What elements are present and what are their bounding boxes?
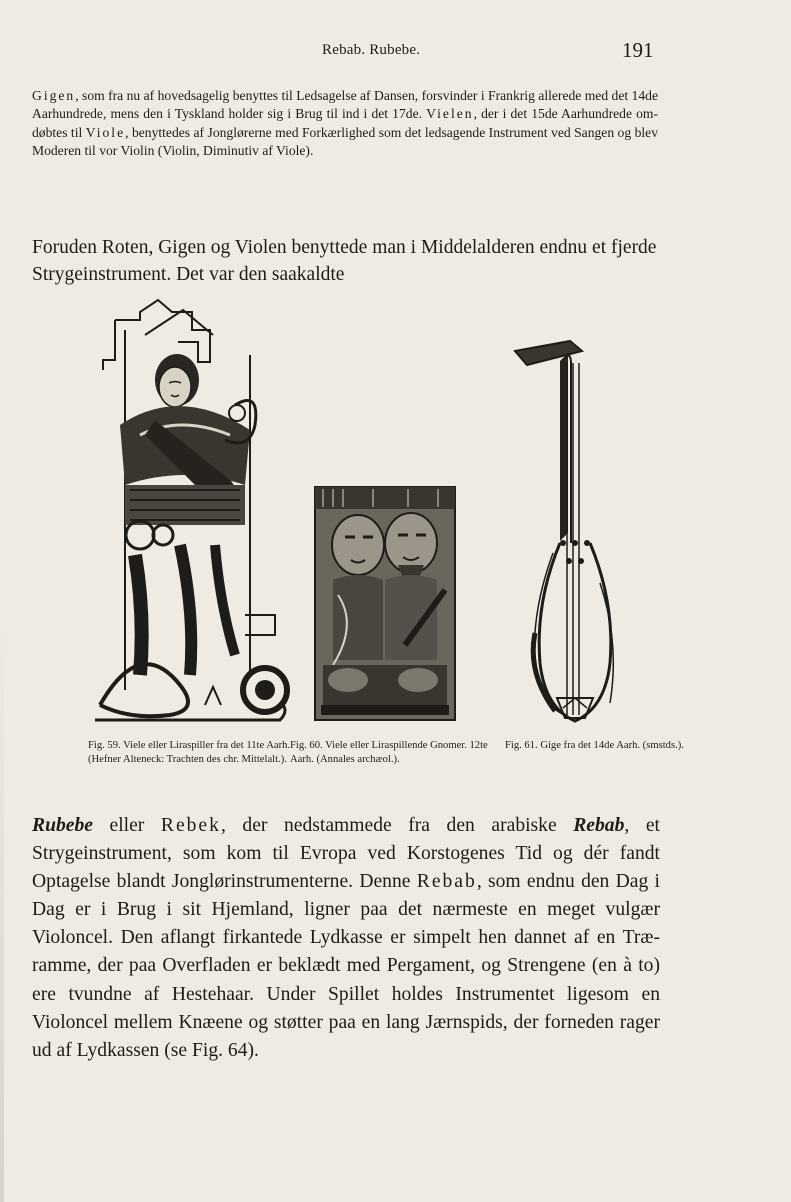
running-head: [0, 38, 791, 68]
page-edge-shadow: [0, 600, 4, 1202]
italic-word: Rebab: [573, 815, 625, 836]
spaced-word: Rebab: [416, 871, 477, 893]
text-run: , benyttedes af Jonglørerne med Forkærlighed som det ledsagende Instrument ved Sangen og blev Moderen til vor Violin (Violin, Diminutiv af Viole).: [32, 124, 658, 158]
fig59-caption: Fig. 59. Viele eller Liraspiller fra det 11te Aarh. (Hefner Alteneck: Trachten des chr. Mittelalt.).: [88, 740, 291, 765]
spaced-word: Viole: [85, 124, 126, 140]
lead-paragraph: Foruden Roten, Gigen og Violen benyttede man i Middelalderen endnu et fjerde Strygeinstrument. Det var den saakaldte: [32, 237, 657, 285]
body-paragraph: [32, 812, 660, 1065]
spaced-word: Vielen: [426, 106, 474, 122]
fig60-engraving: [313, 485, 457, 722]
spaced-word: Gigen: [32, 88, 76, 103]
intro-paragraph: [32, 87, 658, 160]
text-run: , der i det 15de Aarhundrede omdøbtes til: [32, 106, 659, 140]
figure-group: [30, 295, 684, 765]
text-run: eller: [92, 815, 161, 836]
text-run: , et Strygeinstrument, som kom til Evropa ved Korstogenes Tid og dér fandt Optagelse blandt Jonglørinstrumenterne. Denne: [32, 815, 660, 893]
text-run: , som endnu den Dag i Dag er i Brug i sit Hjemland, ligner paa det nærmeste en meget vulgær Violoncel. Den aflangt firkantede Lydkasse er simpelt hen dannet af en Træramme, der paa Overfladen er beklædt med Pergament, og Strengene (en à to) ere tvundne af Hestehaar. Under Spillet holdes Instrumentet ligesom en Violoncel mellem Knæene og støtter paa en lang Jærnspids, der forneden rager ud af Lydkassen (se Fig. 64).: [32, 871, 660, 1061]
fig60-caption: Fig. 60. Viele eller Liraspillende Gnomer. 12te Aarh. (Annales archæol.).: [290, 740, 488, 765]
text-run: , som fra nu af hovedsagelig benyttes til Ledsagelse af Dansen, forsvinder i Frankrig allerede med det 14de Aarhundrede, mens den i Tyskland holder sig i Brug til ind i det 17de.: [32, 88, 658, 122]
spaced-word: Rebek: [160, 815, 221, 836]
running-title: Rebab. Rubebe.: [322, 42, 421, 58]
text-run: , der nedstammede fra den arabiske: [220, 815, 574, 836]
page-number: 191: [622, 38, 654, 62]
italic-word: Rubebe: [32, 815, 93, 836]
fig61-caption: Fig. 61. Gige fra det 14de Aarh. (smstds.).: [505, 740, 684, 751]
fig59-engraving: [85, 295, 300, 730]
fig61-engraving: [505, 333, 655, 733]
